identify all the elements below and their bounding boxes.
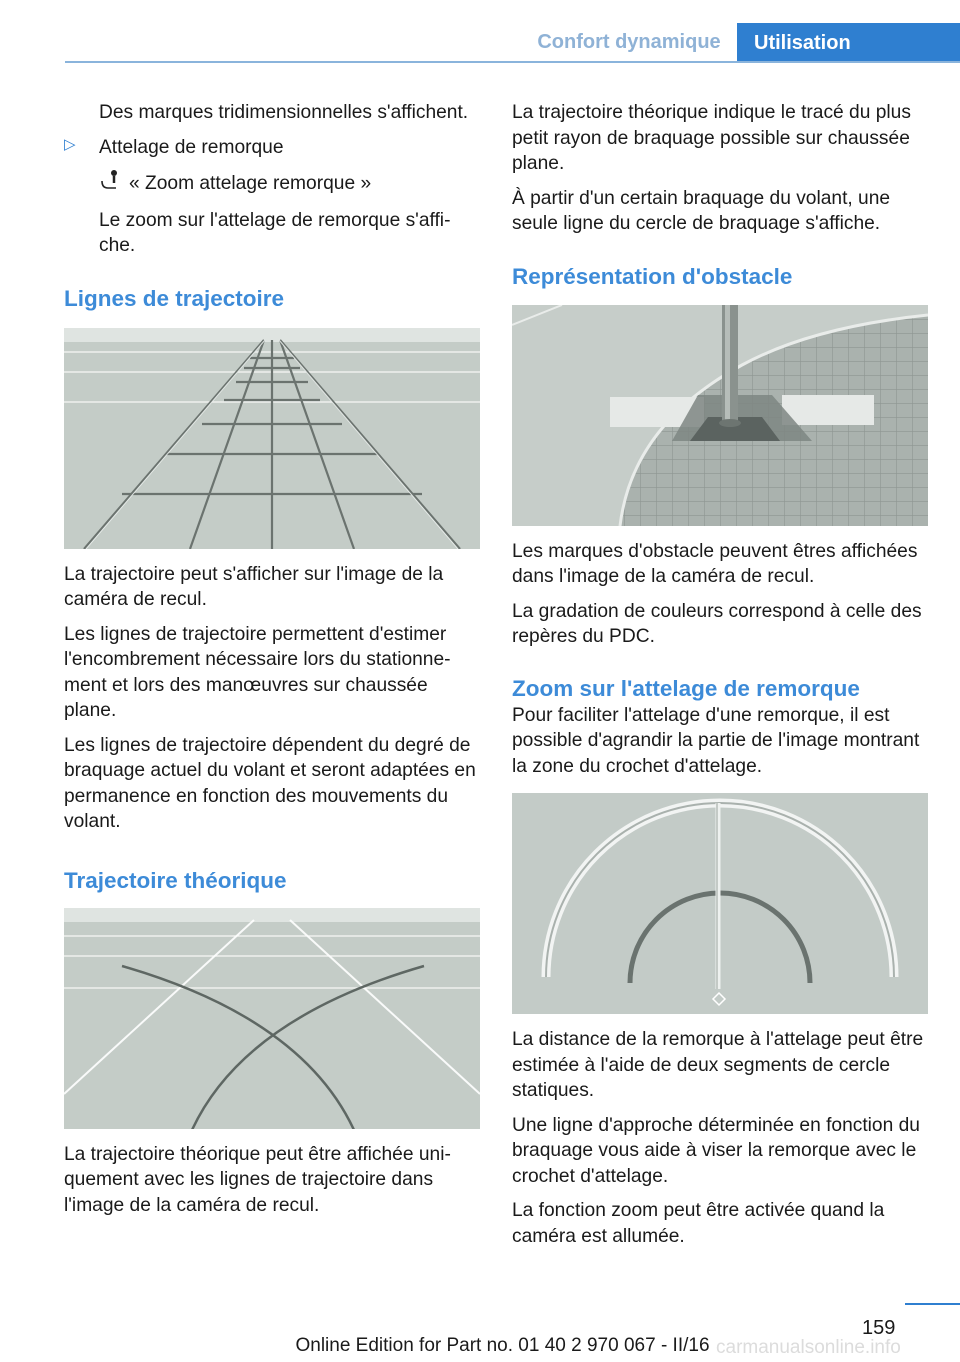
footer-rule (905, 1303, 960, 1305)
bullet-title: Attelage de remorque (99, 136, 284, 158)
bullet-zoom-label: « Zoom attelage remorque » (129, 173, 372, 194)
right-paragraph-1: La trajectoire théorique indique le tracé du plus petit rayon de braquage possible sur chaussée plane. (512, 102, 911, 174)
obstacle-paragraph-1: Les marques d'obstacle peuvent êtres affichées dans l'image de la caméra de recul. (512, 540, 918, 587)
heading-zoom-attelage: Zoom sur l'attelage de remorque (512, 675, 860, 701)
zoom-paragraph-1: Pour faciliter l'attelage d'une remorque, il est possible d'agrandir la partie de l'image montrant la zone du crochet d'attelage. (512, 704, 920, 777)
obstacle-paragraph-2: La gradation de couleurs correspond à celle des repères du PDC. (512, 600, 922, 647)
right-paragraph-2: À partir d'un certain braquage du volant, une seule ligne du cercle de braquage s'affiche. (512, 187, 891, 234)
watermark: carmanualsonline.info (716, 1337, 901, 1358)
bullet-zoom-line (99, 169, 480, 199)
figure-obstacle-representation (512, 305, 928, 526)
footer-edition: Online Edition for Part no. 01 40 2 970 067 - II/16 (295, 1335, 710, 1356)
zoom-paragraph-3: Une ligne d'approche déterminée en fonction du braquage vous aide à viser la remorque avec le crochet d'attelage. (512, 1114, 920, 1187)
page-number: 159 (862, 1317, 896, 1339)
lignes-paragraph-1: La trajectoire peut s'afficher sur l'image de la caméra de recul. (64, 563, 444, 610)
header-tab-utilisation[interactable]: Utilisation (737, 23, 960, 63)
header-section-title: Confort dynamique (537, 30, 721, 53)
bullet-triangle-icon: ▷ (64, 135, 76, 153)
intro-continued: Des marques tridimensionnelles s'affichent. (99, 102, 469, 123)
right-column (512, 100, 928, 1258)
heading-lignes-trajectoire: Lignes de trajectoire (64, 285, 285, 311)
zoom-paragraph-4: La fonction zoom peut être activée quand la caméra est allumée. (512, 1200, 885, 1247)
bullet-item-trailer (64, 135, 480, 259)
figure-theoretical-trajectory (64, 908, 480, 1129)
bullet-description: Le zoom sur l'attelage de remorque s'affiche. (99, 209, 451, 256)
figure-trajectory-lines (64, 328, 480, 549)
zoom-paragraph-2: La distance de la remorque à l'attelage peut être estimée à l'aide de deux segments de cercle statiques. (512, 1029, 924, 1101)
header-rule (65, 61, 960, 63)
lignes-paragraph-2: Les lignes de trajectoire permettent d'estimer l'encombrement nécessaire lors du stationnement et lors des manœuvres sur chaussée plane. (64, 623, 451, 721)
theorique-paragraph-1: La trajectoire théorique peut être affichée uniquement avec les lignes de trajectoire dans l'image de la caméra de recul. (64, 1143, 451, 1216)
trailer-hitch-icon (99, 169, 121, 199)
heading-representation-obstacle: Représentation d'obstacle (512, 263, 793, 289)
lignes-paragraph-3: Les lignes de trajectoire dépendent du degré de braquage actuel du volant et seront adaptées en permanence en fonction des mouvements du volant. (64, 734, 476, 832)
heading-trajectoire-theorique: Trajectoire théorique (64, 867, 287, 893)
left-column (64, 100, 480, 1227)
figure-trailer-hitch-zoom (512, 793, 928, 1014)
